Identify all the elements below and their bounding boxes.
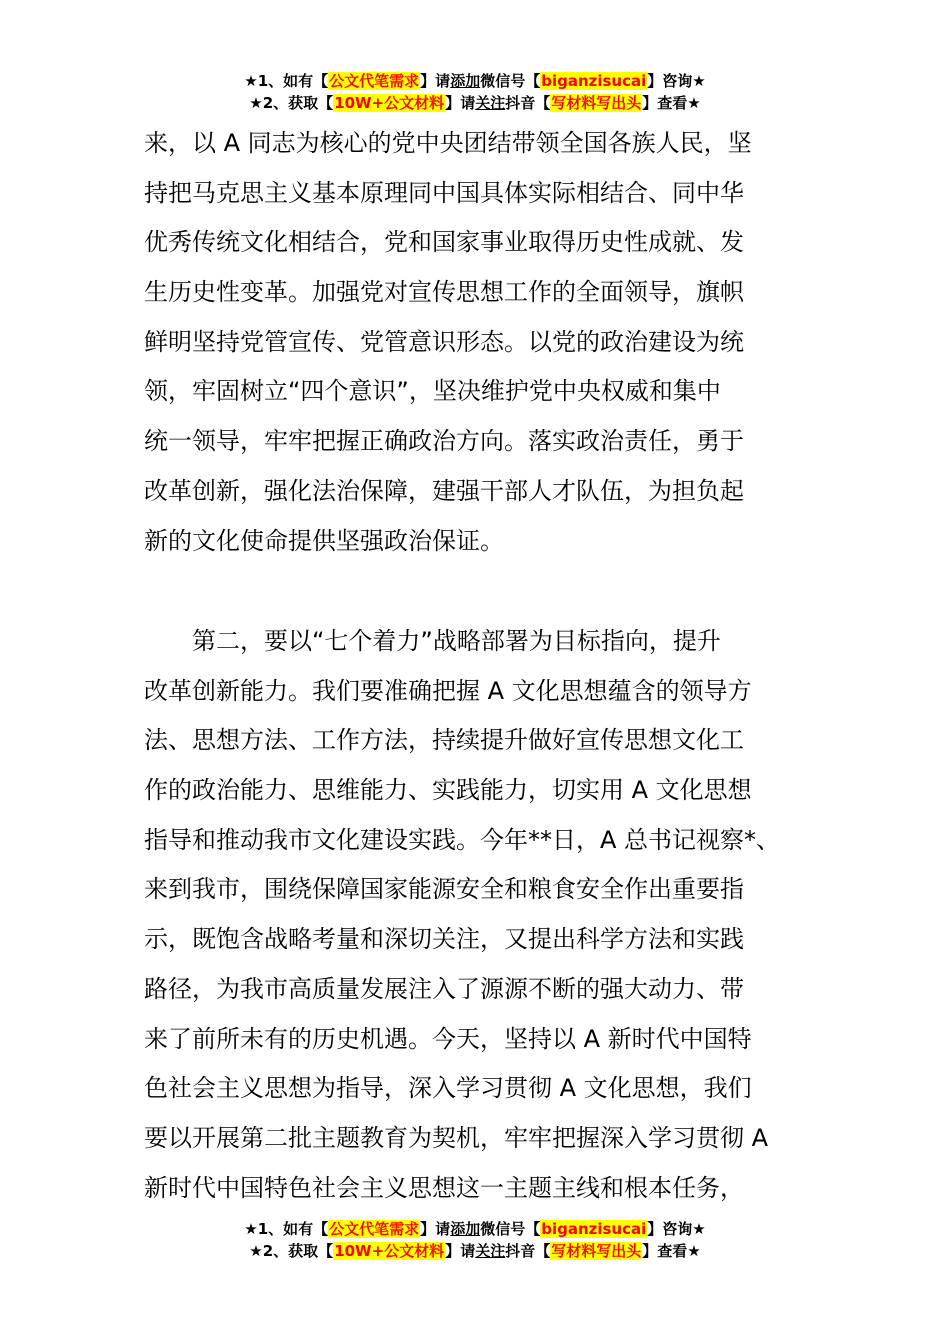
text-line: 来到我市，围绕保障国家能源安全和粮食安全作出重要指 <box>144 875 744 904</box>
highlight-service: 公文代笔需求 <box>329 72 420 90</box>
banner-line-2: ★2、获取【10W+公文材料】请关注抖音【写材料写出头】查看★ <box>249 94 701 112</box>
highlight-service: 公文代笔需求 <box>329 1220 420 1238</box>
highlight-materials: 10W+公文材料 <box>334 94 445 112</box>
text-line: 改革创新，强化法治保障，建强干部人才队伍，为担负起 <box>144 476 744 505</box>
text-line: 色社会主义思想为指导，深入学习贯彻 A 文化思想，我们 <box>144 1074 752 1103</box>
text-line: 生历史性变革。加强党对宣传思想工作的全面领导，旗帜 <box>144 278 744 307</box>
banner-line-1: ★1、如有【公文代笔需求】请添加微信号【biganzisucai】咨询★ <box>244 72 706 90</box>
highlight-materials: 10W+公文材料 <box>334 1242 445 1260</box>
text-line: 指导和推动我市文化建设实践。今年**日，A 总书记视察*、 <box>144 825 781 854</box>
banner-line-1: ★1、如有【公文代笔需求】请添加微信号【biganzisucai】咨询★ <box>244 1220 706 1238</box>
text-line: 新时代中国特色社会主义思想这一主题主线和根本任务， <box>144 1173 744 1202</box>
footer-banner <box>0 1218 950 1262</box>
text-line: 来，以 A 同志为核心的党中央团结带领全国各族人民，坚 <box>144 129 752 157</box>
text-line: 鲜明坚持党管宣传、党管意识形态。以党的政治建设为统 <box>144 327 744 356</box>
highlight-wechat-id: biganzisucai <box>541 72 647 90</box>
paragraph-1 <box>144 119 808 566</box>
header-banner <box>0 70 950 114</box>
text-line: 统一领导，牢牢把握正确政治方向。落实政治责任，勇于 <box>144 427 744 456</box>
text-line: 示，既饱含战略考量和深切关注，又提出科学方法和实践 <box>144 925 744 954</box>
highlight-douyin-id: 写材料写出头 <box>551 1242 642 1260</box>
text-line: 路径，为我市高质量发展注入了源源不断的强大动力、带 <box>144 974 744 1003</box>
text-line: 法、思想方法、工作方法，持续提升做好宣传思想文化工 <box>144 726 744 755</box>
banner-line-2: ★2、获取【10W+公文材料】请关注抖音【写材料写出头】查看★ <box>249 1242 701 1260</box>
text-line: 优秀传统文化相结合，党和国家事业取得历史性成就、发 <box>144 228 744 257</box>
text-line: 领，牢固树立“四个意识”，坚决维护党中央权威和集中 <box>144 377 721 406</box>
paragraph-2 <box>144 617 808 1213</box>
text-line: 第二，要以“七个着力”战略部署为目标指向，提升 <box>144 627 721 655</box>
highlight-wechat-id: biganzisucai <box>541 1220 647 1238</box>
text-line: 作的政治能力、思维能力、实践能力，切实用 A 文化思想 <box>144 776 752 805</box>
text-line: 新的文化使命提供坚强政治保证。 <box>144 526 504 555</box>
text-line: 持把马克思主义基本原理同中国具体实际相结合、同中华 <box>144 178 744 207</box>
text-line: 改革创新能力。我们要准确把握 A 文化思想蕴含的领导方 <box>144 676 752 705</box>
text-line: 要以开展第二批主题教育为契机，牢牢把握深入学习贯彻 A <box>144 1123 769 1152</box>
text-line: 来了前所未有的历史机遇。今天，坚持以 A 新时代中国特 <box>144 1024 752 1053</box>
highlight-douyin-id: 写材料写出头 <box>551 94 642 112</box>
